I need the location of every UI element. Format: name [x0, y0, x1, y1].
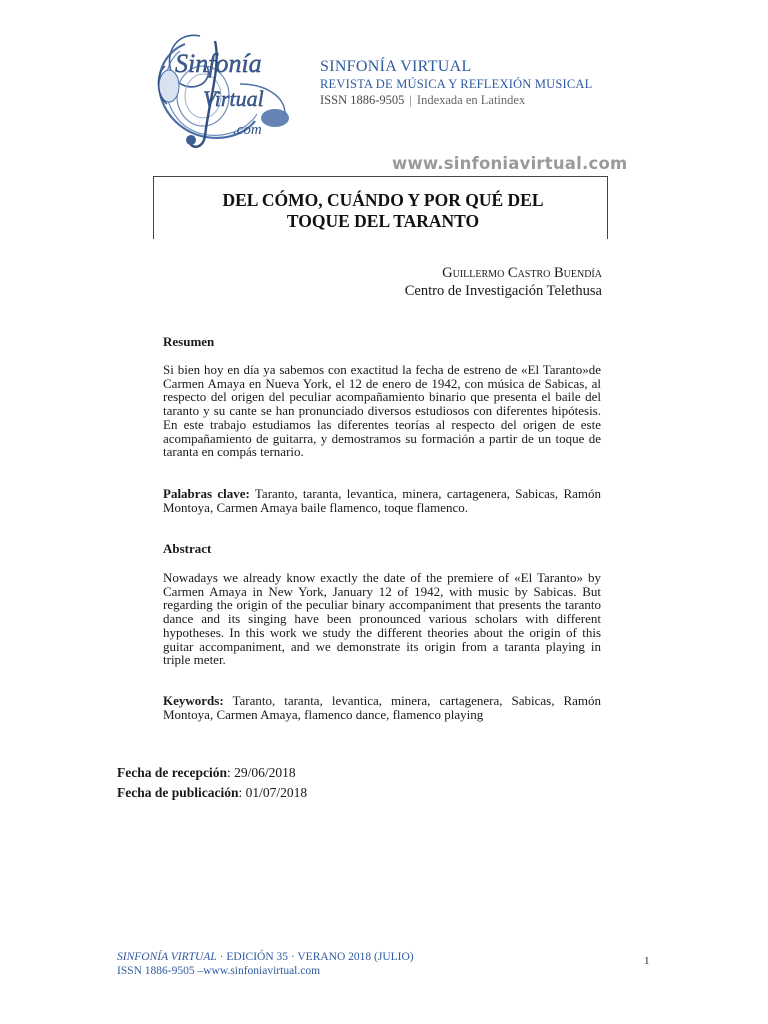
indexed-label: Indexada en Latindex — [416, 93, 526, 107]
journal-logo — [145, 26, 297, 154]
journal-website[interactable]: www.sinfoniavirtual.com — [392, 154, 628, 173]
author-affiliation: Centro de Investigación Telethusa — [404, 283, 602, 299]
footer-journal-name: SINFONÍA VIRTUAL — [117, 951, 217, 963]
publication-date-value: : 01/07/2018 — [238, 785, 308, 800]
publication-date — [117, 785, 307, 801]
issn-separator: | — [409, 93, 412, 107]
keywords — [163, 694, 601, 721]
footer-issn-line: ISSN 1886-9505 –www.sinfoniavirtual.com — [117, 965, 321, 977]
reception-date-value: : 29/06/2018 — [226, 765, 296, 780]
publication-date-label: Fecha de publicación — [117, 785, 239, 800]
treble-clef-logo-icon — [145, 26, 297, 154]
keywords-text: Taranto, taranta, levantica, minera, cartagenera, Sabicas, Ramón Montoya, Carmen Amaya, flamenco dance, flamenco playing — [163, 693, 602, 722]
logo-word-com: .com — [233, 122, 262, 138]
journal-issn-line — [320, 93, 525, 108]
logo-word-virtual: Virtual — [203, 86, 264, 111]
abstract-heading: Abstract — [163, 541, 212, 556]
article-title-line-1: DEL CÓMO, CUÁNDO Y POR QUÉ DEL — [222, 190, 544, 210]
reception-date — [117, 765, 296, 781]
resumen-heading: Resumen — [163, 334, 215, 349]
footer-edition: · EDICIÓN 35 · VERANO 2018 (JULIO) — [216, 951, 414, 963]
article-title-line-2: TOQUE DEL TARANTO — [286, 211, 480, 231]
palabras-clave — [163, 487, 601, 514]
page-number: 1 — [644, 955, 650, 967]
palabras-clave-label: Palabras clave: — [163, 486, 250, 501]
author-name: Guillermo Castro Buendía — [442, 265, 602, 281]
abstract-text: Nowadays we already know exactly the date of the premiere of «El Taranto» by Carmen Amaya in New York, January 12 of 1942, with music by Sabicas. But regarding the origin of the peculiar binary accompaniment that presents the taranto dance and its singing have been pronounced various scholars with different hypotheses. In this work we study the different theories about the origin of this guitar accompaniment, and we demonstrate its origin from a taranta playing in triple meter. — [163, 570, 601, 668]
palabras-clave-text: Taranto, taranta, levantica, minera, cartagenera, Sabicas, Ramón Montoya, Carmen Amaya baile flamenco, toque flamenco. — [163, 486, 601, 515]
resumen-text: Si bien hoy en día ya sabemos con exactitud la fecha de estreno de «El Taranto»de Carmen Amaya en Nueva York, el 12 de enero de 1942, con música de Sabicas, al respecto del origen del peculiar acompañamiento binario que presenta el baile del taranto y su cante se han pronunciado diversos estudiosos con diferentes hipótesis. En este trabajo estudiamos las diferentes teorías al respecto del origen de este acompañamiento de guitarra, y demostramos su formación a partir de un toque de taranta en compás ternario. — [163, 362, 601, 460]
reception-date-label: Fecha de recepción — [117, 765, 227, 780]
journal-subtitle: REVISTA DE MÚSICA Y REFLEXIÓN MUSICAL — [320, 77, 593, 91]
logo-word-sinfonia: Sinfonía — [175, 49, 262, 78]
article-title — [153, 190, 613, 232]
footer-edition-line — [117, 951, 414, 963]
keywords-label: Keywords: — [163, 693, 224, 708]
issn-number: ISSN 1886-9505 — [320, 93, 405, 107]
journal-name: SINFONÍA VIRTUAL — [320, 58, 472, 75]
